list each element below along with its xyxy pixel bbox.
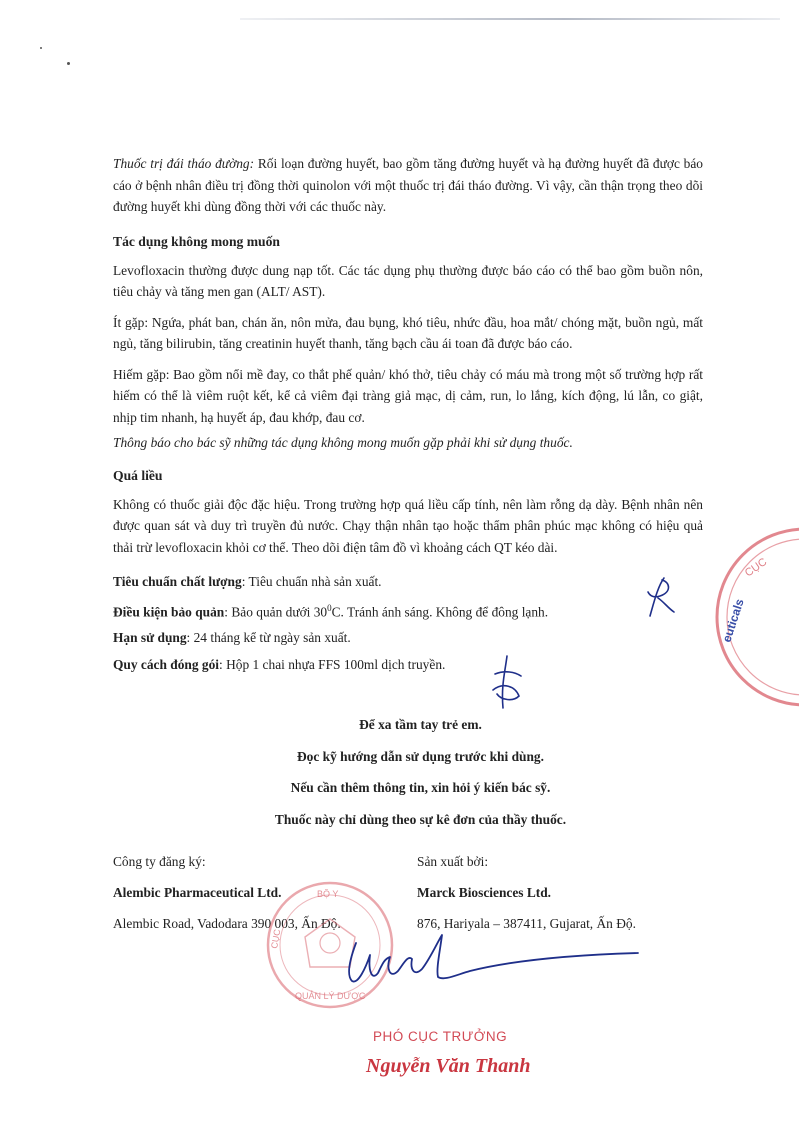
manufacturer-address: 876, Hariyala – 387411, Gujarat, Ấn Độ. — [417, 916, 636, 931]
storage-conditions-value: : Bảo quản dưới 30 — [224, 603, 328, 619]
manufacturer-name: Marck Biosciences Ltd. — [417, 885, 552, 900]
shelf-life-label: Hạn sử dụng — [113, 630, 187, 646]
warning-line: Đọc kỹ hướng dẫn sử dụng trước khi dùng. — [297, 748, 544, 764]
warnings-block — [0, 715, 799, 841]
storage-degree-sup: 0 — [327, 602, 332, 613]
storage-conditions-value-rest: C. Tránh ánh sáng. Không để đông lạnh. — [331, 603, 549, 619]
scan-top-edge — [240, 18, 780, 20]
overdose-text: Không có thuốc giải độc đặc hiệu. Trong trường hợp quá liều cấp tính, nên làm rỗng dạ dày. Bệnh nhân nên được quan sát và duy trì truyền đủ nước. Chạy thận nhân tạo hoặc thẩm phân phúc mạc không có hiệu quả thải trừ levofloxacin khỏi cơ thể. Theo dõi điện tâm đồ vì khoảng cách QT kéo dài. — [113, 496, 703, 555]
company-stamp — [690, 525, 799, 710]
approval-mark-icon — [487, 652, 527, 712]
main-content — [113, 153, 703, 675]
storage-conditions — [113, 598, 703, 623]
side-effects-notice: Thông báo cho bác sỹ những tác dụng không mong muốn gặp phải khi sử dụng thuốc. — [113, 435, 573, 450]
side-effects-general: Levofloxacin thường được dung nạp tốt. Các tác dụng phụ thường được báo cáo có thể bao gồm buồn nôn, tiêu chảy và tăng men gan (ALT/ AST). — [113, 262, 703, 299]
scan-speck — [40, 47, 42, 49]
packaging-label: Quy cách đóng gói — [113, 656, 220, 672]
side-effects-heading: Tác dụng không mong muốn — [113, 233, 280, 249]
side-effects-uncommon: Ít gặp: Ngứa, phát ban, chán ăn, nôn mửa, đau bụng, khó tiêu, nhức đầu, hoa mắt/ chóng mặt, buồn ngủ, mất ngủ, tăng bilirubin, tăng creatinin huyết thanh, tăng bạch cầu ái toan đã được báo cáo. — [113, 314, 703, 351]
stamp-text-blue: euticals — [719, 597, 747, 644]
storage-conditions-label: Điều kiện bảo quản — [113, 603, 225, 619]
packaging — [113, 654, 703, 676]
product-specs — [113, 571, 703, 675]
signer-name: Nguyễn Văn Thanh — [366, 1055, 531, 1077]
director-signature-icon — [320, 925, 650, 995]
registrant-name: Alembic Pharmaceutical Ltd. — [113, 885, 282, 900]
stamp-left-text: CỤC — [269, 928, 283, 950]
signer-title: PHÓ CỤC TRƯỞNG — [373, 1029, 508, 1044]
diabetes-interaction-label: Thuốc trị đái tháo đường: — [113, 156, 255, 171]
registrant-label: Công ty đăng ký: — [113, 854, 206, 869]
overdose-heading: Quá liều — [113, 467, 163, 483]
quality-standard-label: Tiêu chuẩn chất lượng — [113, 574, 242, 589]
stamp-bottom-text: QUẢN LÝ DƯỢC — [295, 991, 366, 1001]
shelf-life — [113, 627, 703, 649]
scan-speck — [67, 62, 70, 65]
quality-standard — [113, 571, 703, 593]
packaging-value: : Hộp 1 chai nhựa FFS 100ml dịch truyền. — [219, 656, 446, 672]
stamp-top-text: BỘ Y — [317, 889, 339, 899]
stamp-text-red: CỤC — [742, 555, 770, 580]
manufacturer-label: Sản xuất bởi: — [417, 854, 489, 869]
side-effects-rare: Hiếm gặp: Bao gồm nổi mề đay, co thắt phế quản/ khó thở, tiêu chảy có máu mà trong một số trường hợp rất hiếm có thể là viêm ruột kết, kể cả viêm đại tràng giả mạc, dị cảm, run, lo lắng, kích động, lú lẫn, co giật, nhịp tim nhanh, hạ huyết áp, đau khớp, đau cơ. — [113, 366, 703, 425]
initials-signature-icon — [640, 572, 680, 622]
shelf-life-value: : 24 tháng kể từ ngày sản xuất. — [186, 630, 351, 646]
warning-line: Để xa tầm tay trẻ em. — [359, 717, 482, 732]
warning-line: Nếu cần thêm thông tin, xin hỏi ý kiến bác sỹ. — [290, 780, 551, 795]
registrant-address: Alembic Road, Vadodara 390 003, Ấn Độ. — [113, 916, 341, 931]
diabetes-interaction-text: Rối loạn đường huyết, bao gồm tăng đường huyết và hạ đường huyết đã được báo cáo ở bệnh nhân điều trị đồng thời quinolon với một thuốc trị đái tháo đường. Vì vậy, cần thận trọng theo dõi đường huyết khi dùng đồng thời với các thuốc này. — [113, 156, 703, 214]
warning-line: Thuốc này chỉ dùng theo sự kê đơn của thầy thuốc. — [274, 811, 567, 827]
quality-standard-value: : Tiêu chuẩn nhà sản xuất. — [241, 574, 382, 589]
diabetes-interaction-paragraph — [113, 153, 703, 218]
